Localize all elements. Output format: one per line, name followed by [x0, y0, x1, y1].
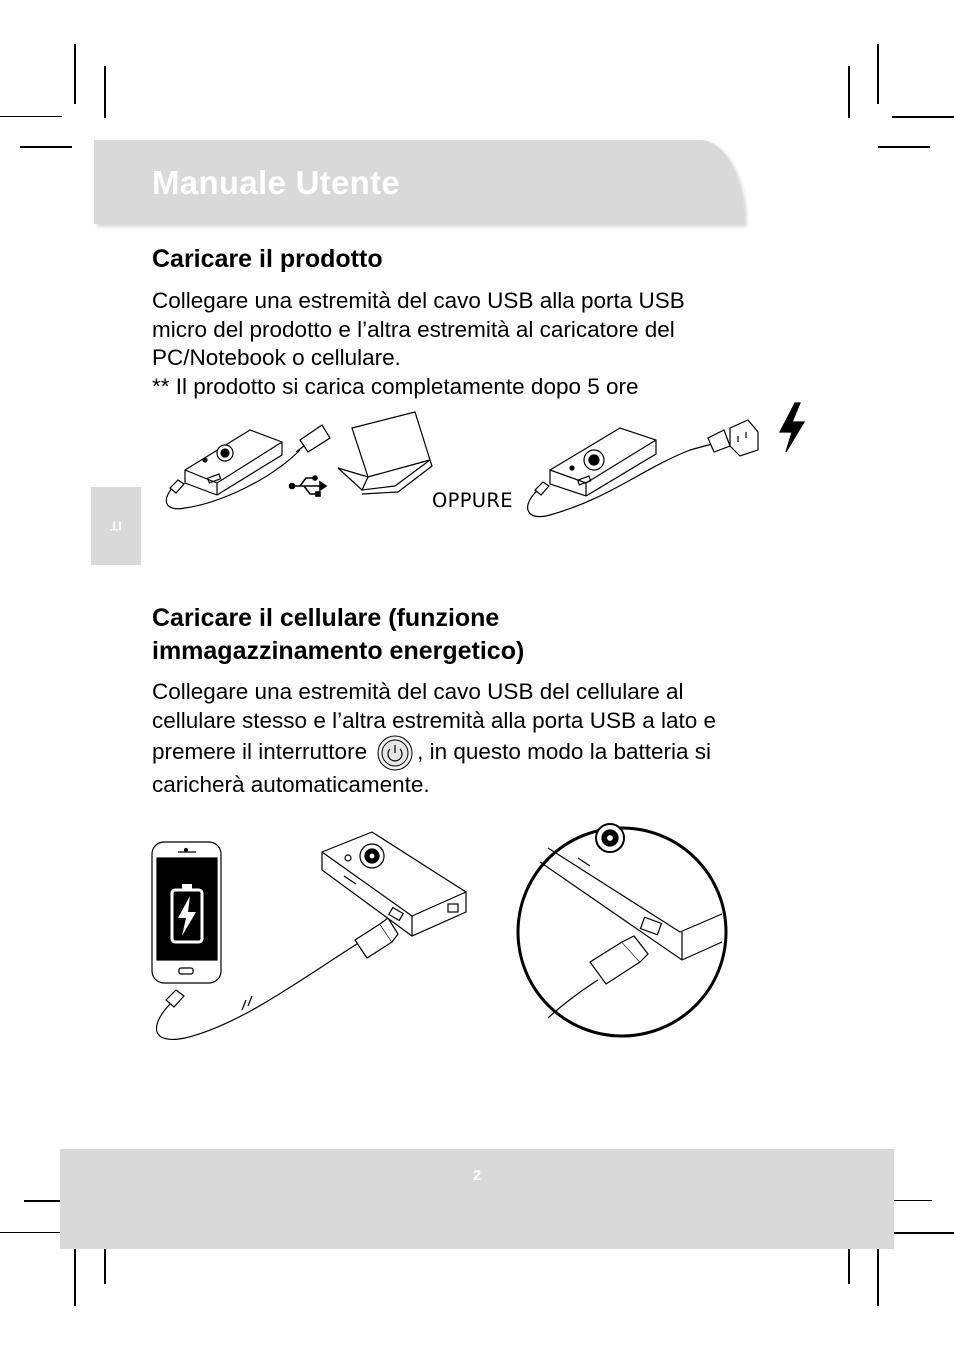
body-text: , in questo modo la batteria si [417, 739, 712, 765]
heading-line: immagazzinamento energetico) [152, 637, 525, 665]
laptop-illustration [338, 412, 432, 494]
battery-charging-icon [172, 884, 202, 942]
crop-mark [104, 66, 106, 118]
power-bank-illustration [550, 428, 656, 496]
crop-mark [877, 1248, 879, 1306]
language-tab-label: IT [110, 518, 122, 534]
section-body-charge-product [152, 287, 685, 402]
crop-mark [848, 66, 850, 118]
page-title: Manuale Utente [152, 164, 401, 201]
crop-mark [24, 1200, 60, 1202]
crop-mark [894, 1232, 954, 1234]
body-line: micro del prodotto e l’altra estremità al caricatore del [152, 316, 675, 342]
body-line: ** Il prodotto si carica completamente dopo 5 ore [152, 374, 639, 400]
body-line: Collegare una estremità del cavo USB alla porta USB [152, 288, 685, 313]
body-line: Collegare una estremità del cavo USB del cellulare al [152, 679, 684, 704]
crop-mark [878, 146, 930, 148]
crop-mark [877, 44, 879, 104]
power-bank-illustration [185, 430, 282, 495]
crop-mark [848, 1248, 850, 1284]
wall-charger-illustration [730, 420, 758, 456]
smartphone-illustration [152, 842, 221, 983]
page-number: 2 [472, 1167, 482, 1184]
crop-mark [104, 1248, 106, 1284]
crop-mark [892, 116, 954, 118]
magnified-detail-illustration [518, 824, 726, 1036]
crop-mark [0, 1232, 60, 1233]
crop-mark [0, 116, 62, 117]
body-line: PC/Notebook o cellulare. [152, 345, 401, 371]
body-line [152, 735, 716, 771]
crop-mark [74, 44, 76, 104]
usb-symbol-icon [290, 476, 327, 496]
or-label: OPPURE [432, 489, 513, 512]
body-line: caricherà automaticamente. [152, 772, 430, 798]
heading-line: Caricare il cellulare (funzione [152, 604, 500, 632]
section-heading-charge-product: Caricare il prodotto [152, 245, 383, 273]
section-heading-charge-phone [152, 602, 524, 668]
body-text: premere il interruttore [152, 739, 368, 765]
body-line: cellulare stesso e l’altra estremità alla porta USB a lato e [152, 707, 717, 733]
power-button-icon [377, 735, 413, 771]
lightning-bolt-icon [780, 403, 804, 452]
footer-band [60, 1149, 894, 1249]
crop-mark [74, 1248, 76, 1306]
language-tab [91, 487, 141, 565]
crop-mark [894, 1200, 932, 1201]
crop-mark [20, 146, 72, 148]
power-bank-illustration [322, 832, 466, 936]
section-body-charge-phone [152, 678, 716, 800]
